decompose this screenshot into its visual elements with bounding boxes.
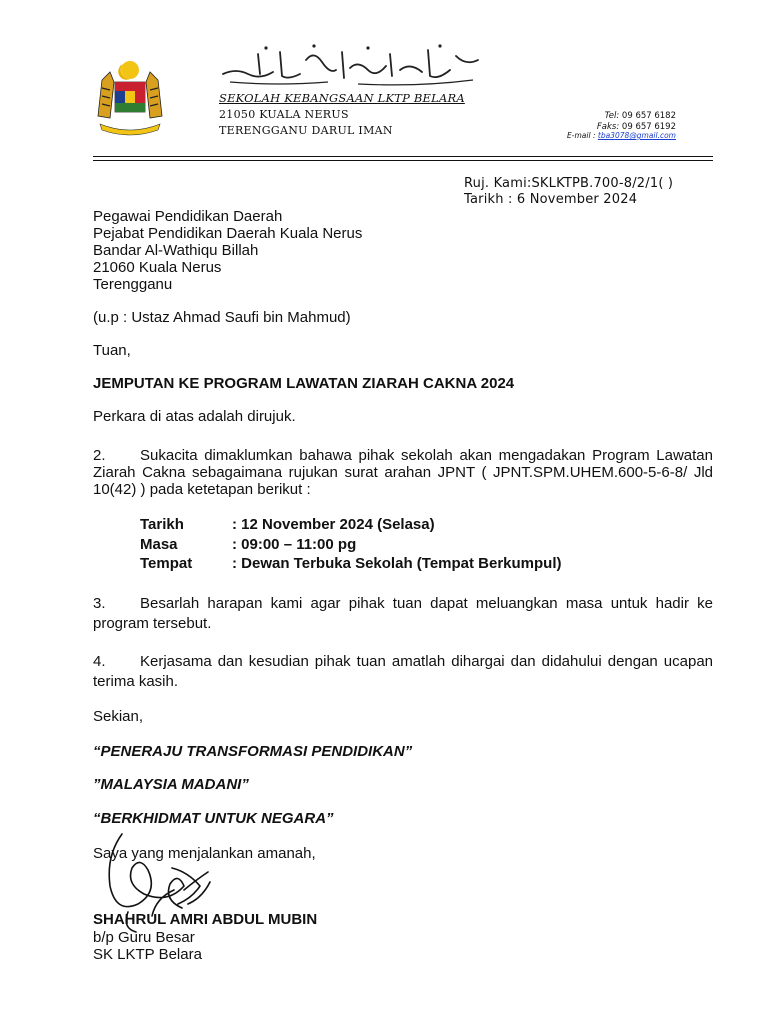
- detail-row-venue: [140, 554, 562, 574]
- paragraph-number: 4.: [93, 653, 106, 670]
- program-details-table: [140, 515, 562, 574]
- signatory-title: b/p Guru Besar: [93, 929, 195, 946]
- contact-email: [567, 131, 676, 142]
- letterhead-divider-thin: [93, 160, 713, 161]
- paragraph-number: 3.: [93, 595, 106, 612]
- detail-label: Tempat: [140, 555, 193, 572]
- address-line-2: TERENGGANU DARUL IMAN: [219, 124, 393, 137]
- paragraph-2: [93, 447, 713, 498]
- paragraph-text: Sukacita dimaklumkan bahawa pihak sekolah akan mengadakan Program Lawatan Ziarah Cakna sebagaimana rujukan surat arahan JPNT ( JPNT.SPM.UHEM.600-5-6-8/ Jld 10(42) ) pada ketetapan berikut :: [93, 447, 713, 498]
- recipient-address: [93, 208, 713, 293]
- recipient-line: Bandar Al-Wathiqu Billah: [93, 242, 259, 259]
- malaysia-coat-of-arms-logo: [92, 58, 168, 138]
- detail-value: : 09:00 – 11:00 pg: [232, 535, 357, 553]
- fax-value: 09 657 6192: [621, 122, 676, 132]
- email-link[interactable]: tba3078@gmail.com: [597, 131, 676, 140]
- jawi-script-school-name: [218, 40, 483, 90]
- paragraph-number: 2.: [93, 447, 106, 464]
- letter-date: Tarikh : 6 November 2024: [464, 192, 638, 207]
- recipient-line: Pegawai Pendidikan Daerah: [93, 208, 283, 225]
- signatory-org: SK LKTP Belara: [93, 946, 202, 963]
- detail-value: : Dewan Terbuka Sekolah (Tempat Berkumpul): [232, 555, 562, 572]
- attention-line: (u.p : Ustaz Ahmad Saufi bin Mahmud): [93, 309, 351, 326]
- recipient-line: Pejabat Pendidikan Daerah Kuala Nerus: [93, 225, 363, 242]
- recipient-line: 21060 Kuala Nerus: [93, 259, 222, 276]
- paragraph-3: [93, 594, 713, 634]
- signoff: Saya yang menjalankan amanah,: [93, 845, 316, 862]
- motto-1: “PENERAJU TRANSFORMASI PENDIDIKAN”: [93, 743, 413, 760]
- detail-label: Tarikh: [140, 516, 184, 533]
- letterhead-divider-thick: [93, 156, 713, 157]
- contact-tel: [605, 111, 676, 122]
- paragraph-4: [93, 652, 713, 692]
- address-line-1: 21050 KUALA NERUS: [219, 108, 349, 121]
- tel-value: 09 657 6182: [621, 111, 676, 121]
- tel-label: Tel:: [604, 111, 620, 121]
- letter-subject: JEMPUTAN KE PROGRAM LAWATAN ZIARAH CAKNA 2024: [93, 375, 515, 392]
- fax-label: Faks:: [596, 122, 620, 132]
- closing: Sekian,: [93, 708, 144, 725]
- handwritten-signature: [92, 828, 222, 938]
- school-name: SEKOLAH KEBANGSAAN LKTP BELARA: [219, 91, 465, 105]
- detail-label: Masa: [140, 535, 178, 553]
- paragraph-1: Perkara di atas adalah dirujuk.: [93, 408, 296, 425]
- detail-row-date: [140, 515, 562, 535]
- salutation: Tuan,: [93, 342, 131, 359]
- paragraph-text: Besarlah harapan kami agar pihak tuan dapat meluangkan masa untuk hadir ke program tersebut.: [93, 595, 713, 632]
- motto-3: “BERKHIDMAT UNTUK NEGARA”: [93, 810, 334, 827]
- recipient-line: Terengganu: [93, 276, 173, 293]
- detail-row-time: [140, 535, 562, 555]
- email-label: E-mail :: [567, 131, 596, 140]
- motto-2: ”MALAYSIA MADANI”: [93, 776, 249, 793]
- signatory-name: SHAHRUL AMRI ABDUL MUBIN: [93, 911, 318, 928]
- detail-value: : 12 November 2024 (Selasa): [232, 516, 435, 533]
- reference-number: Ruj. Kami:SKLKTPB.700-8/2/1( ): [464, 176, 674, 191]
- paragraph-text: Kerjasama dan kesudian pihak tuan amatlah dihargai dan didahului dengan ucapan terima kasih.: [93, 653, 713, 690]
